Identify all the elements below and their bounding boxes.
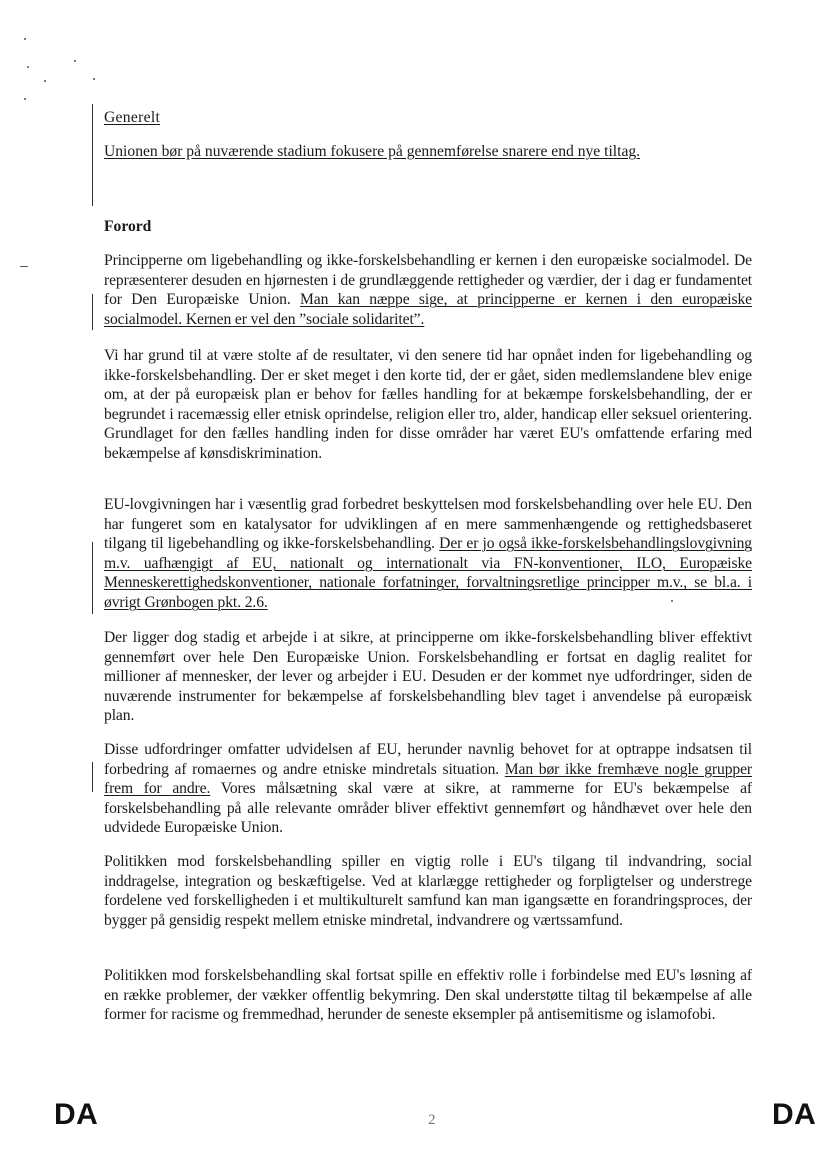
paragraph-7-text: Politikken mod forskelsbehandling skal fortsat spille en effektiv rolle i forbindelse med EU's løsning af en række problemer, der vækker offentlig bekymring. Den skal understøtte tiltag til bekæmpelse af alle former for racisme og fremmedhad, herunder de seneste eksempler på antisemitisme og islamofobi. — [104, 967, 752, 1024]
paragraph-3-comment: Der er jo også ikke-forskelsbehandlingslovgivning m.v. uafhængigt af EU, nationalt og internationalt via FN-konventioner, ILO, Europæiske Menneskerettighedskonventioner, nationale forfatninger, forvaltningsretlige principper m.v., se bl.a. i øvrigt Grønbogen pkt. 2.6. — [104, 535, 752, 611]
paragraph-2 — [104, 346, 752, 464]
footer-language-code-left: DA — [54, 1098, 99, 1131]
scan-speck — [44, 80, 46, 82]
scan-speck — [74, 60, 76, 62]
paragraph-4-text: Der ligger dog stadig et arbejde i at sikre, at principperne om ikke-forskelsbehandling bliver effektivt gennemført over hele Den Europæiske Union. Forskelsbehandling er fortsat en daglig realitet for millioner af mennesker, der lever og arbejder i EU. Desuden er der kommet nye udfordringer, siden de nuværende instrumenter for bekæmpelse af forskelsbehandling blev taget i anvendelse på europæisk plan. — [104, 629, 752, 725]
revision-bar — [92, 542, 93, 614]
paragraph-5 — [104, 740, 752, 838]
paragraph-2-text: Vi har grund til at være stolte af de resultater, vi den senere tid har opnået inden for ligebehandling og ikke-forskelsbehandling. Der er sket meget i den korte tid, der er gået, siden medlemslandene blev enige om, at der på europæisk plan er behov for fælles handling for at bekæmpe forskelsbehandling, der er begrundet i racemæssig eller etnisk oprindelse, religion eller tro, alder, handicap eller seksuel orientering. Grundlaget for den fælles handling inden for disse områder har været EU's omfattende erfaring med bekæmpelse af kønsdiskrimination. — [104, 347, 752, 462]
paragraph-5-text-before: Disse udfordringer omfatter udvidelsen af EU, herunder navnlig behovet for at optrappe indsatsen til forbedring af romaernes og andre etniske mindretals situation. — [104, 741, 752, 778]
paragraph-1-comment: Man kan næppe sige, at principperne er kernen i den europæiske socialmodel. Kernen er vel den ”sociale solidaritet”. — [104, 291, 752, 328]
revision-bar — [92, 294, 93, 330]
paragraph-1-text: Principperne om ligebehandling og ikke-forskelsbehandling er kernen i den europæiske socialmodel. De repræsenterer desuden en hjørnesten i de grundlæggende rettigheder og værdier, der i dag er fundamentet for Den Europæiske Union. — [104, 252, 752, 309]
paragraph-5-text-after: Vores målsætning skal være at sikre, at rammerne for EU's bekæmpelse af forskelsbehandling på alle relevante områder bliver effektivt gennemført og håndhævet over hele den udvidede Europæiske Union. — [104, 780, 752, 837]
footer-language-code-right: DA — [772, 1098, 817, 1131]
section-heading-forord: Forord — [104, 218, 152, 235]
revision-bar — [92, 762, 93, 792]
paragraph-3-text: EU-lovgivningen har i væsentlig grad forbedret beskyttelsen mod forskelsbehandling over hele EU. Den har fungeret som en katalysator for udviklingen af en mere sammenhængende og rettighedsbaseret tilgang til ligebehandling og ikke-forskelsbehandling. — [104, 496, 752, 553]
paragraph-4 — [104, 628, 752, 726]
generelt-statement: Unionen bør på nuværende stadium fokusere på gennemførelse snarere end nye tiltag. — [104, 143, 641, 160]
paragraph-6-text: Politikken mod forskelsbehandling spiller en vigtig rolle i EU's tilgang til indvandring, social inddragelse, integration og beskæftigelse. Ved at klarlægge rettigheder og forpligtelser og understrege fordelene ved forskelligheden i et multikulturelt samfund kan man igangsætte en forandringsproces, der bygger på gensidig respekt mellem etniske mindretal, indvandrere og værtssamfund. — [104, 853, 752, 929]
paragraph-6 — [104, 852, 752, 930]
paragraph-5-comment: Man bør ikke fremhæve nogle grupper frem for andre. — [104, 760, 752, 798]
section-heading-generelt: Generelt — [104, 109, 161, 126]
scan-speck — [20, 266, 28, 267]
scan-speck — [93, 78, 95, 80]
scan-speck — [27, 66, 29, 68]
paragraph-3 — [104, 495, 752, 613]
revision-bar — [92, 104, 93, 206]
page-number: 2 — [428, 1112, 436, 1128]
paragraph-1 — [104, 251, 752, 329]
scan-speck — [24, 98, 26, 100]
paragraph-7 — [104, 966, 752, 1025]
scan-speck — [24, 38, 26, 40]
